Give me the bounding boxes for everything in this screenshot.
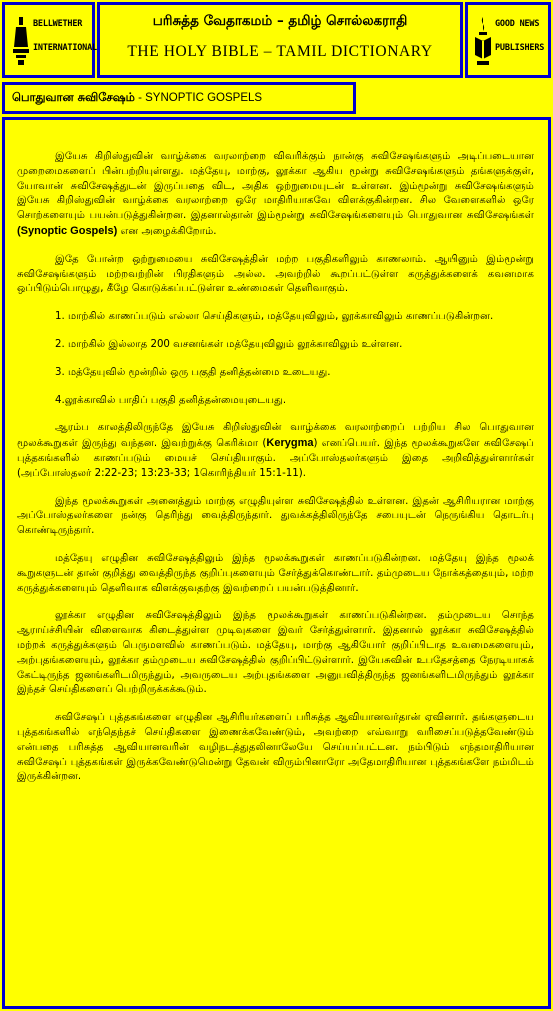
paragraph-intro-end: என அழைக்கிறோம். — [117, 225, 217, 237]
synoptic-gospels-term: (Synoptic Gospels) — [17, 224, 118, 237]
paragraph-matthew: மத்தேயு எழுதின சுவிசேஷத்திலும் இந்த மூலக்கூறுகள் காணப்படுகின்றன. மத்தேயு இந்த மூலக் கூறுகளுடன் தான் குறித்து வைத்திருந்த குறிப்புகளையும் சேர்த்துக்கொண்டார். தம்முடைய நோக்கத்தையும், மற்ற கருத்துக்களையும் தெளிவாக விளக்குவதற்கு இவற்றைப் பயன்படுத்தினார். — [17, 552, 534, 594]
paragraph-inspiration: சுவிசேஷப் புத்தகங்களை எழுதின ஆசிரியர்களைப் பரிசுத்த ஆவியானவர்தான் ஏவினார். தங்களுடைய புத்தகங்களில் எந்தெந்தச் செய்திகளை இணைக்கவேண்டும், அவற்றை எவ்வாறு வரிசைப்படுத்தவேண்டும் என்பதை பரிசுத்த ஆவியானவரின் வழிநடத்துதலினாலேயே செய்யப்பட்டன. நம்பிடும் எந்தமாதிரியான சுவிசேஷப் புத்தகங்கள் இருக்கவேண்டுமென்று தேவன் விரும்பினாரோ அதேமாதிரியான புத்தகங்களே நம்மிடம் இருக்கின்றன. — [17, 712, 534, 783]
content-box — [2, 117, 551, 1009]
paragraph-kerygma-end: ) எனப்பெயர். இந்த மூலக்கூறுகளே சுவிசேஷப் புத்தகங்களில் காணப்படும் மையச் செய்தியாகும். அப்போஸ்தலர்களும் இதை அறிவித்துள்ளார்கள் (அப்போஸ்தலர் 2:22-23; 13:23-33; 1கொரிந்தியர் 15:1-11). — [17, 438, 535, 479]
list-item-3: 3. மத்தேயுவில் மூன்றில் ஒரு பகுதி தனித்தன்மை உடையது. — [55, 366, 331, 378]
kerygma-term: Kerygma — [266, 437, 314, 450]
paragraph-kerygma — [17, 421, 534, 481]
paragraph-mark: இந்த மூலக்கூறுகள் அனைத்தும் மாற்கு எழுதியுள்ள சுவிசேஷத்தில் உள்ளன. இதன் ஆசிரியரான மாற்கு அப்போஸ்தலர்களை நன்கு தெரிந்து வைத்திருந்தார். துவக்கத்திலிருந்தே சபையுடன் நெருங்கிய தொடர்பு கொண்டிருந்தார். — [17, 495, 534, 537]
section-title-box — [2, 82, 356, 114]
paragraph-luke: லூக்கா எழுதின சுவிசேஷத்திலும் இந்த மூலக்கூறுகள் காணப்படுகின்றன. தம்முடைய சொந்த ஆராய்ச்சியின் விளைவாக கிடைத்துள்ள முடிவுகளை இவர் சேர்த்துள்ளார். இதனால் லூக்கா சுவிசேஷத்தில் மற்றக் கருத்துக்களும் பெருமளவில் காணப்படும். மத்தேயு, மாற்கு ஆகியோர் குறிப்பிடாத உவமைகளையும், அற்புதங்களையும், லூக்கா தம்முடைய சுவிசேஷத்தில் குறிப்பிட்டுள்ளார். இயேசுவின் உபதேசத்தை நேரடியாகக் கேட்டிருந்த ஜனங்களிடமிருந்தும், அவருடைய அற்புதங்களை அனுபவித்திருந்த ஜனங்களிடமிருந்தும் லூக்கா இந்தச் செய்திகளைப் பெற்றிருக்கக்கூடும். — [17, 610, 534, 696]
section-title-tamil: பொதுவான சுவிசேஷம் — [12, 90, 135, 104]
paragraph-intro — [17, 150, 534, 240]
paragraph-intro-text: இயேசு கிறிஸ்துவின் வாழ்க்கை வரலாற்றை விவரிக்கும் நான்கு சுவிசேஷங்களும் அடிப்படையான முறைமைகளைப் பின்பற்றியுள்ளது. மத்தேயு, மாற்கு, லூக்கா ஆகிய மூன்று சுவிசேஷங்களும் தங்களுக்குள், யோவான் சுவிசேஷத்துடன் இருப்பதை விட, அதிக ஒற்றுமையுடன் உள்ளன. இம்மூன்று சுவிசேஷங்களும் இயேசு கிறிஸ்துவின் வாழ்க்கை வரலாற்றை ஒரே மாதிரியாகவே விளக்குகின்றன. சில வேளைகளில் ஒரே சொற்களையும் பயன்படுத்துகின்றன. இதனால்தான் இம்மூன்று சுவிசேஷங்களையும் பொதுவான சுவிசேஷங்கள் — [17, 151, 534, 222]
bellwether-logo-box — [2, 2, 95, 78]
bellwether-logo-icon — [13, 17, 29, 65]
left-logo-line2: INTERNATIONAL — [33, 43, 97, 53]
left-logo-line1: BELLWETHER — [33, 19, 83, 29]
section-title-english: - SYNOPTIC GOSPELS — [134, 92, 263, 104]
paragraph-similarity: இதே போன்ற ஒற்றுமையை சுவிசேஷத்தின் மற்ற பகுதிகளிலும் காணலாம். ஆயினும் இம்மூன்று சுவிசேஷங்களும் மற்றவற்றின் பிரதிகளும் அல்ல. அவற்றில் கூறப்பட்டுள்ள கருத்துக்களைக் கவனமாக ஒப்பிடும்பொழுது, கீழே கொடுக்கப்பட்டுள்ள உண்மைகள் தெளிவாகும். — [17, 253, 534, 295]
paragraph-kerygma-text: ஆரம்ப காலத்திலிருந்தே இயேசு கிறிஸ்துவின் வாழ்க்கை வரலாற்றைப் பற்றிய சில பொதுவான மூலக்கூறுகள் இருந்து வந்தன. இவற்றுக்கு கெரிக்மா ( — [17, 422, 534, 450]
book-lamp-logo-icon — [474, 17, 492, 65]
article-body — [17, 150, 534, 798]
right-logo-line1: GOOD NEWS — [495, 19, 540, 29]
title-tamil: பரிசுத்த வேதாகமம் – தமிழ் சொல்லகராதி — [152, 13, 408, 29]
title-box — [97, 2, 463, 78]
right-logo-line2: PUBLISHERS — [495, 43, 545, 53]
list-item-2: 2. மாற்கில் இல்லாத 200 வசனங்கள் மத்தேயுவிலும் லூக்காவிலும் உள்ளன. — [55, 338, 403, 350]
good-news-logo-box — [465, 2, 551, 78]
section-title — [12, 90, 262, 106]
list-item-1: 1. மாற்கில் காணப்படும் எல்லா செய்திகளும், மத்தேயுவிலும், லூக்காவிலும் காணப்படுகின்றன. — [55, 311, 494, 323]
list-item-4: 4.லூக்காவில் பாதிப் பகுதி தனித்தன்மையுடையது. — [55, 394, 287, 406]
title-english: THE HOLY BIBLE – TAMIL DICTIONARY — [127, 43, 433, 60]
